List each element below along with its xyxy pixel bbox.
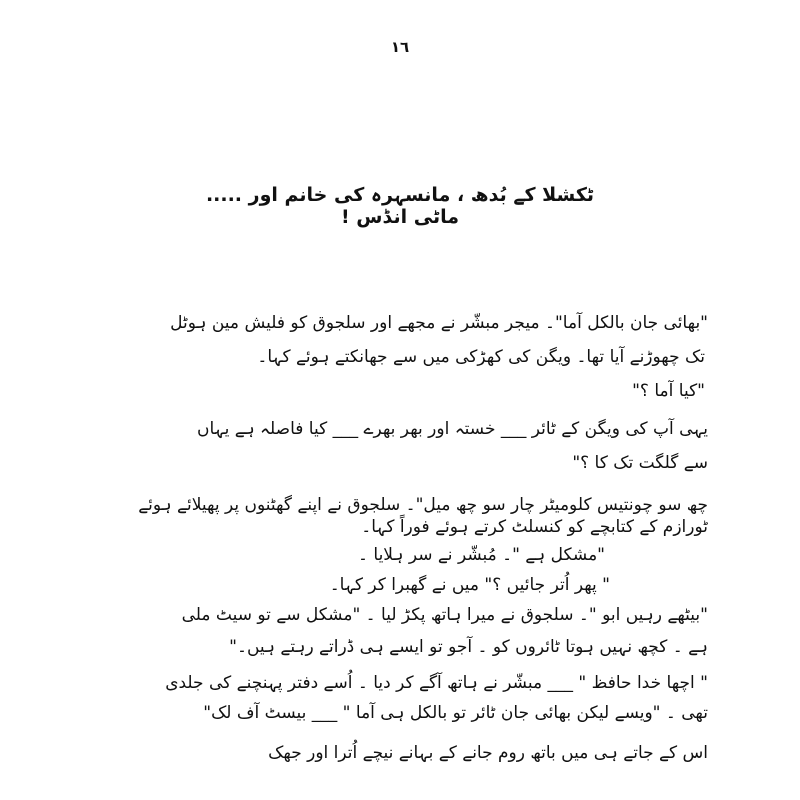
text-line: "کیا آما ؟": [632, 381, 705, 401]
text-line: ٹورازم کے کتابچے کو کنسلٹ کرتے ہوئے فوراً کہا۔: [361, 517, 708, 537]
text-line: سے گلگت تک کا ؟": [572, 453, 708, 473]
text-line: چھ سو چونتیس کلومیٹر چار سو چھ میل"۔ سلجوق نے اپنے گھٹنوں پر پھیلائے ہوئے: [138, 495, 708, 515]
text-line: ہے ۔ کچھ نہیں ہوتا ٹائروں کو ۔ آجو تو ایسے ہی ڈراتے رہتے ہیں۔": [229, 637, 708, 657]
text-line: اس کے جاتے ہی میں باتھ روم جانے کے بہانے نیچے اُترا اور جھک: [268, 743, 708, 763]
text-line: "مشکل ہے "۔ مُبشّر نے سر ہلایا ۔: [358, 545, 605, 565]
text-line: تک چھوڑنے آیا تھا۔ ویگن کی کھڑکی میں سے جھانکتے ہوئے کہا۔: [257, 347, 705, 367]
text-line: یہی آپ کی ویگن کے ٹائر ___ خستہ اور بھر بھرے ___ کیا فاصلہ ہے یہاں: [196, 419, 708, 439]
text-line: " اچھا خدا حافظ " ___ مبشّر نے ہاتھ آگے کر دیا ۔ اُسے دفتر پہنچنے کی جلدی: [165, 673, 708, 693]
text-line: "بھائی جان بالکل آما"۔ میجر مبشّر نے مجھے اور سلجوق کو فلیش مین ہوٹل: [170, 313, 708, 333]
text-line: "بیٹھے رہیں ابو "۔ سلجوق نے میرا ہاتھ پکڑ لیا ۔ "مشکل سے تو سیٹ ملی: [181, 605, 708, 625]
text-line: " پھر اُتر جائیں ؟" میں نے گھبرا کر کہا۔: [329, 575, 610, 595]
page-number: ١٦: [390, 38, 410, 56]
chapter-title: ٹکشلا کے بُدھ ، مانسہرہ کی خانم اور ..... ماٹی انڈس !: [205, 184, 595, 228]
text-line: تھی ۔ "ویسے لیکن بھائی جان ٹائر تو بالکل ہی آما " ___ بیسٹ آف لک": [203, 703, 708, 723]
